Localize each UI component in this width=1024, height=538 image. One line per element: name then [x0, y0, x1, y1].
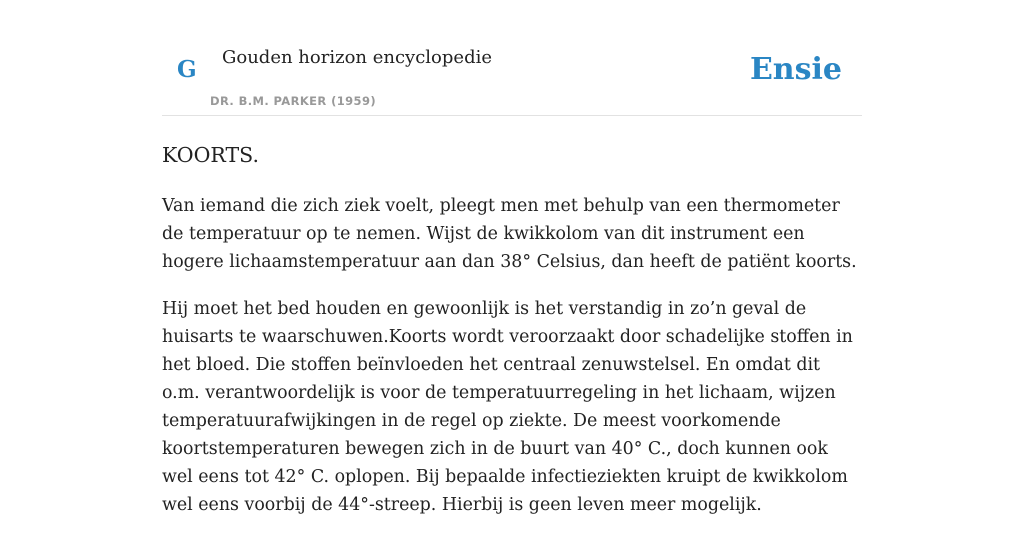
source-author: DR. B.M. PARKER (1959) — [210, 94, 377, 108]
source-logo[interactable]: G — [177, 56, 197, 83]
entry-body — [162, 192, 862, 538]
paragraph: Hij moet het bed houden en gewoonlijk is het verstandig in zo’n geval de huisarts te waarschuwen.Koorts wordt veroorzaakt door schadelijke stoffen in het bloed. Die stoffen beïnvloeden het centraal zenuwstelsel. En omdat dit o.m. verantwoordelijk is voor de temperatuurregeling in het lichaam, wijzen temperatuurafwijkingen in de regel op ziekte. De meest voorkomende koortstemperaturen bewegen zich in de buurt van 40° C., doch kunnen ook wel eens tot 42° C. oplopen. Bij bepaalde infectieziekten kruipt de kwikkolom wel eens voorbij de 44°-streep. Hierbij is geen leven meer mogelijk. — [162, 299, 853, 515]
source-header — [162, 0, 862, 116]
brand-logo[interactable]: Ensie — [749, 52, 842, 87]
source-title[interactable]: Gouden horizon encyclopedie — [222, 47, 492, 68]
paragraph: Van iemand die zich ziek voelt, pleegt men met behulp van een thermometer de temperatuur op te nemen. Wijst de kwikkolom van dit instrument een hogere lichaamstemperatuur aan dan 38° Celsius, dan heeft de patiënt koorts. — [162, 196, 857, 272]
entry-title: KOORTS. — [162, 143, 259, 167]
page — [162, 0, 862, 515]
